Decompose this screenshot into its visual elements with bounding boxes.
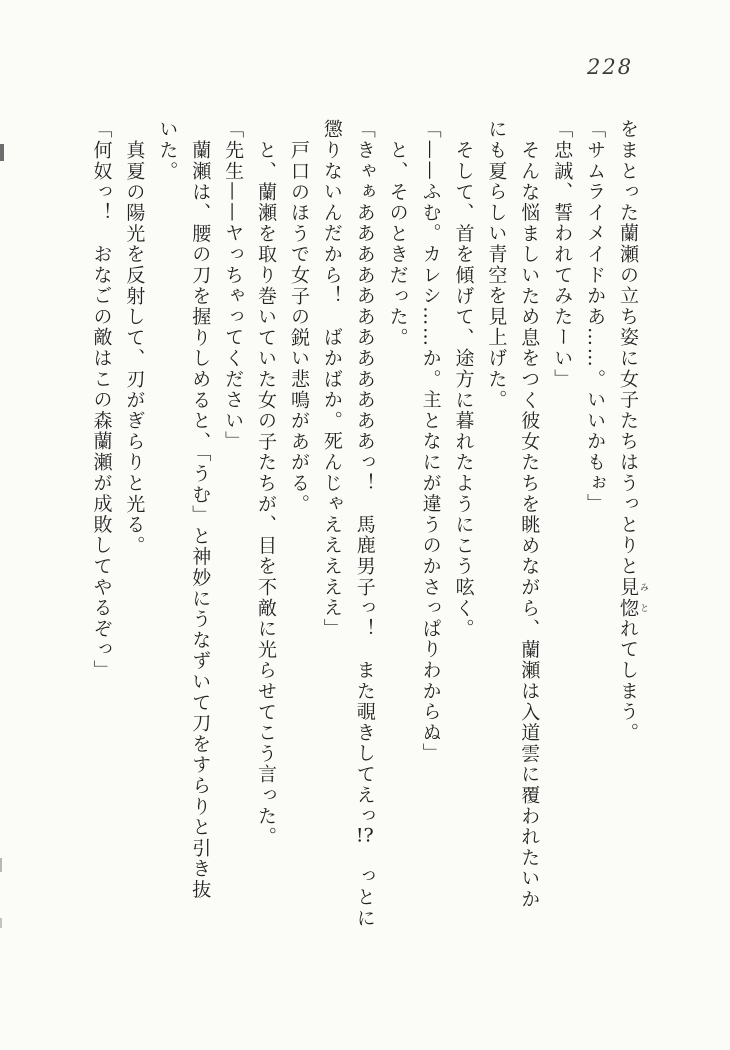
text-column: 懲りないんだから！ ばかばか。死んじゃえええええ」	[320, 119, 343, 639]
text-column: 「忠誠、誓われてみたーい」	[551, 119, 574, 390]
text-column: 蘭瀬は、腰の刀を握りしめると、「うむ」と神妙にうなずいて刀をすらりと引き抜	[189, 139, 212, 900]
text-column: 戸口のほうで女子の鋭い悲鳴があがる。	[287, 139, 310, 515]
tatechuyoko-text: !?	[355, 826, 374, 846]
scan-edge-artifact	[0, 918, 2, 928]
text-column: と、蘭瀬を取り巻いていた女の子たちが、目を不敵に光らせてこう言った。	[255, 139, 278, 847]
text-column: と、そのときだった。	[386, 139, 409, 348]
text-column: 「きゃぁああああああああああああっ！ 馬鹿男子っ！ また覗きしてえっ!? っとに	[353, 119, 376, 929]
text-area	[85, 119, 648, 947]
text-column: 「サムライメイドかあ……。いいかもぉ」	[584, 119, 607, 515]
text-column: 「——ふむ。カレシ……か。主となにが違うのかさっぱりわからぬ」	[419, 119, 442, 764]
scan-edge-artifact	[0, 144, 4, 161]
text-column: そして、首を傾げて、途方に暮れたようにこう呟く。	[452, 139, 475, 639]
text-column: 「先生——ヤっちゃってください」	[222, 119, 245, 452]
page-number: 228	[587, 55, 634, 79]
text-column: 「何奴っ！ おなごの敵はこの森蘭瀬が成敗してやるぞっ」	[90, 119, 113, 681]
ruby-annotated-word: 見惚 みと	[617, 576, 648, 619]
text-column: にも夏らしい青空を見上げた。	[485, 119, 508, 411]
scan-edge-artifact	[0, 858, 2, 872]
text-column: いた。	[156, 119, 179, 182]
text-column: 真夏の陽光を反射して、刃がぎらりと光る。	[123, 139, 146, 556]
text-column: そんな悩ましいため息をつく彼女たちを眺めながら、蘭瀬は入道雲に覆われたいか	[518, 139, 541, 910]
text-column: をまとった蘭瀬の立ち姿に女子たちはうっとりと見惚 みとれてしまう。	[617, 119, 648, 744]
